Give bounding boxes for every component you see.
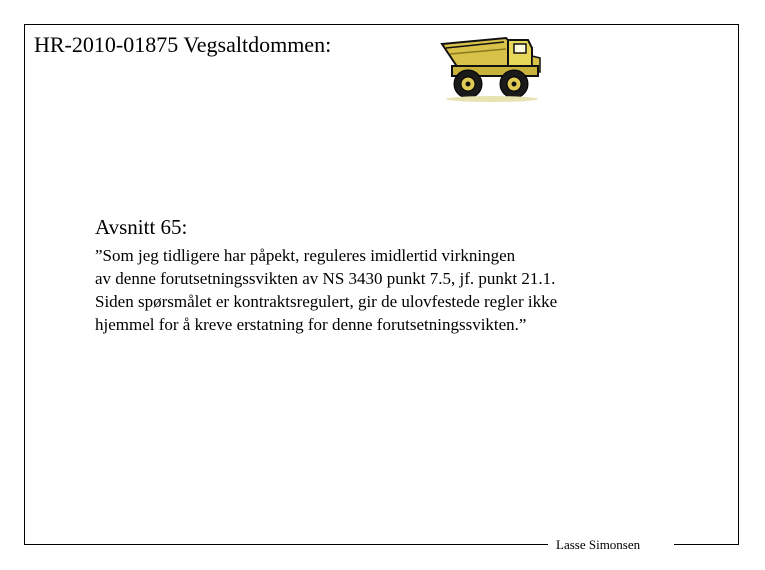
quote-line: ”Som jeg tidligere har påpekt, reguleres imidlertid virkningen	[95, 246, 516, 265]
footer-author: Lasse Simonsen	[556, 537, 641, 552]
quote-line: hjemmel for å kreve erstatning for denne forutsetningssvikten.”	[95, 315, 527, 334]
quote-block	[95, 244, 695, 336]
section-heading: Avsnitt 65:	[95, 215, 188, 239]
quote-line: Siden spørsmålet er kontraktsregulert, gir de ulovfestede regler ikke	[95, 292, 558, 311]
quote-line: av denne forutsetningssvikten av NS 3430 punkt 7.5, jf. punkt 21.1.	[95, 269, 556, 288]
slide-title: HR-2010-01875 Vegsaltdommen:	[34, 32, 332, 57]
dump-truck-icon	[436, 32, 546, 102]
